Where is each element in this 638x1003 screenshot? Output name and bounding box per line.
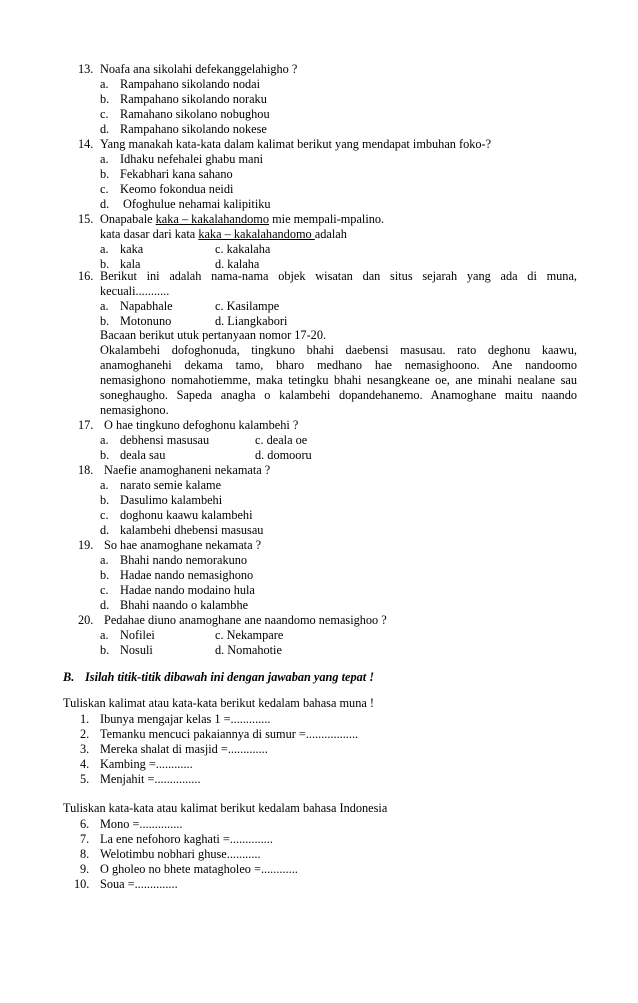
option-letter: a. — [100, 242, 109, 256]
option-text: Motonuno — [120, 314, 172, 328]
option-letter: a. — [100, 628, 109, 642]
underlined-word: kaka – kakalahandomo — [198, 227, 315, 241]
option-c: c. Nekampare — [215, 628, 284, 642]
option-letter: b. — [100, 448, 110, 462]
item-number: 2. — [80, 727, 90, 741]
option-letter: a. — [100, 553, 109, 567]
text-part: adalah — [314, 227, 347, 241]
option-letter: b. — [100, 643, 110, 657]
option-letter: d. — [100, 598, 110, 612]
text-part: Onapabale — [100, 212, 156, 226]
item-text: Welotimbu nobhari ghuse........... — [100, 847, 261, 861]
option-text: kala — [120, 257, 141, 271]
question-text: Pedahae diuno anamoghane ane naandomo nemasighoo ? — [104, 613, 387, 627]
passage-line: soneghaugho. Sapeda anagha o kalambehi dopandehanemo. Anamoghane maitu naando — [100, 388, 577, 402]
section-title: Isilah titik-titik dibawah ini dengan jawaban yang tepat ! — [85, 670, 375, 684]
option-text: kalambehi dhebensi masusau — [120, 523, 264, 537]
option-text: doghonu kaawu kalambehi — [120, 508, 253, 522]
underlined-word: kaka – kakalahandomo — [155, 212, 270, 226]
option-text: deala sau — [120, 448, 166, 462]
option-text: kaka — [120, 242, 144, 256]
option-text: Ofoghulue nehamai kalipitiku — [123, 197, 271, 211]
option-text: Nofilei — [120, 628, 155, 642]
option-d: d. kalaha — [215, 257, 260, 271]
option-d: d. Nomahotie — [215, 643, 282, 657]
option-text: Rampahano sikolando noraku — [120, 92, 267, 106]
question-text — [100, 212, 384, 227]
option-letter: a. — [100, 478, 109, 492]
option-text: Dasulimo kalambehi — [120, 493, 223, 507]
item-number: 6. — [80, 817, 90, 831]
option-c: c. deala oe — [255, 433, 308, 447]
question-number: 18. — [78, 463, 94, 477]
option-text: Bhahi nando nemorakuno — [120, 553, 248, 567]
question-text: Naefie anamoghaneni nekamata ? — [104, 463, 271, 477]
question-number: 13. — [78, 62, 94, 76]
item-text: Temanku mencuci pakaiannya di sumur =................. — [100, 727, 359, 741]
option-letter: b. — [100, 257, 110, 271]
option-letter: c. — [100, 508, 109, 522]
option-letter: b. — [100, 92, 110, 106]
question-continuation: kecuali........... — [100, 284, 170, 298]
option-text: Napabhale — [120, 299, 173, 313]
question-number: 20. — [78, 613, 94, 627]
passage-line: nemasighono nomahotiemme, maka tetingku bhahi nesangkeane oe, ane minahi nealane sau — [100, 373, 577, 387]
item-text: Menjahit =............... — [100, 772, 201, 786]
question-number: 16. — [78, 269, 94, 283]
item-number: 3. — [80, 742, 90, 756]
text-part: kata dasar dari kata — [100, 227, 199, 241]
item-text: La ene nefohoro kaghati =.............. — [100, 832, 273, 846]
item-text: Ibunya mengajar kelas 1 =............. — [100, 712, 271, 726]
option-d: d. Liangkabori — [215, 314, 288, 328]
question-number: 14. — [78, 137, 94, 151]
option-text: Idhaku nefehalei ghabu mani — [120, 152, 264, 166]
item-number: 8. — [80, 847, 90, 861]
item-number: 7. — [80, 832, 90, 846]
option-text: Ramahano sikolano nobughou — [120, 107, 270, 121]
option-text: Hadae nando nemasighono — [120, 568, 254, 582]
option-letter: d. — [100, 122, 110, 136]
item-number: 9. — [80, 862, 90, 876]
option-letter: a. — [100, 77, 109, 91]
question-text: O hae tingkuno defoghonu kalambehi ? — [104, 418, 299, 432]
option-letter: a. — [100, 433, 109, 447]
item-text: O gholeo no bhete matagholeo =............ — [100, 862, 298, 876]
option-letter: b. — [100, 167, 110, 181]
item-text: Kambing =............ — [100, 757, 193, 771]
option-text: Rampahano sikolando nodai — [120, 77, 261, 91]
option-letter: a. — [100, 299, 109, 313]
option-text: Fekabhari kana sahano — [120, 167, 233, 181]
item-number: 10. — [74, 877, 90, 891]
option-c: c. Kasilampe — [215, 299, 280, 313]
passage-line: nemasighono. — [100, 403, 169, 417]
text-part: mie mempali-mpalino. — [269, 212, 385, 226]
passage-line: anamoghanehi dekama tamo, bharo medhano hae nemasighoono. Ane nandoomo — [100, 358, 577, 372]
reading-intro: Bacaan berikut utuk pertanyaan nomor 17-20. — [100, 328, 327, 342]
question-text: Berikut ini adalah nama-nama objek wisatan dan situs sejarah yang ada di muna, — [100, 269, 577, 283]
section-label: B. — [63, 670, 75, 684]
option-text: Nosuli — [120, 643, 153, 657]
part-intro: Tuliskan kata-kata atau kalimat berikut kedalam bahasa Indonesia — [63, 801, 388, 815]
question-text: So hae anamoghane nekamata ? — [104, 538, 262, 552]
option-letter: b. — [100, 314, 110, 328]
question-text: Yang manakah kata-kata dalam kalimat berikut yang mendapat imbuhan foko-? — [100, 137, 492, 151]
option-text: Bhahi naando o kalambhe — [120, 598, 249, 612]
item-text: Mereka shalat di masjid =............. — [100, 742, 268, 756]
option-text: Rampahano sikolando nokese — [120, 122, 267, 136]
option-letter: c. — [100, 583, 109, 597]
part-intro: Tuliskan kalimat atau kata-kata berikut kedalam bahasa muna ! — [63, 696, 374, 710]
option-text: narato semie kalame — [120, 478, 222, 492]
option-letter: d. — [100, 197, 110, 211]
option-d: d. domooru — [255, 448, 312, 462]
item-number: 1. — [80, 712, 90, 726]
question-number: 19. — [78, 538, 94, 552]
question-line-2 — [100, 227, 347, 242]
option-letter: c. — [100, 107, 109, 121]
option-letter: a. — [100, 152, 109, 166]
item-number: 4. — [80, 757, 90, 771]
option-text: debhensi masusau — [120, 433, 210, 447]
option-letter: b. — [100, 568, 110, 582]
option-letter: d. — [100, 523, 110, 537]
item-text: Mono =.............. — [100, 817, 183, 831]
option-text: Keomo fokondua neidi — [120, 182, 234, 196]
option-text: Hadae nando modaino hula — [120, 583, 255, 597]
item-number: 5. — [80, 772, 90, 786]
option-letter: c. — [100, 182, 109, 196]
question-number: 15. — [78, 212, 94, 226]
question-text: Noafa ana sikolahi defekanggelahigho ? — [100, 62, 298, 76]
option-c: c. kakalaha — [215, 242, 271, 256]
passage-line: Okalambehi dofoghonuda, tingkuno bhahi daebensi masusau. rato deghonu kaawu, — [100, 343, 577, 357]
item-text: Soua =.............. — [100, 877, 178, 891]
question-number: 17. — [78, 418, 94, 432]
option-letter: b. — [100, 493, 110, 507]
